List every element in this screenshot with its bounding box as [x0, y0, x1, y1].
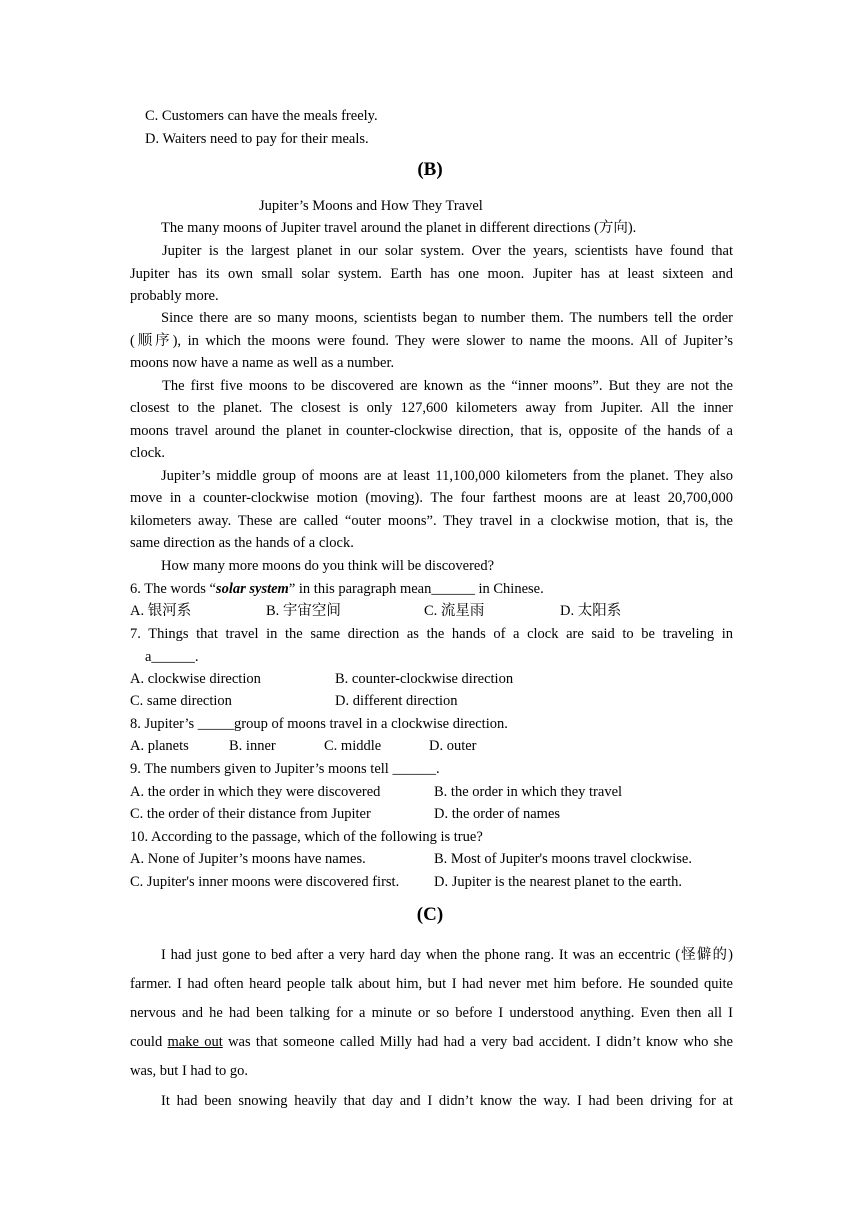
- paragraph-line: kilometers away. These are called “outer moons”. They travel in a clockwise motion, that is, the: [130, 513, 733, 529]
- q10-option-a: A. None of Jupiter’s moons have names.: [130, 851, 366, 867]
- line-text: was that someone called Milly had had a very bad accident. I didn’t know who she: [222, 1034, 733, 1050]
- q9-option-c: C. the order of their distance from Jupiter: [130, 806, 371, 822]
- question-8-stem: 8. Jupiter’s _____group of moons travel in a clockwise direction.: [130, 716, 508, 732]
- question-10-stem: 10. According to the passage, which of the following is true?: [130, 829, 483, 845]
- q9-option-a: A. the order in which they were discovered: [130, 784, 381, 800]
- q7-option-a: A. clockwise direction: [130, 671, 261, 687]
- q6-option-d: D. 太阳系: [560, 603, 622, 619]
- paragraph-line: closest to the planet. The closest is only 127,600 kilometers away from Jupiter. All the inner: [130, 400, 733, 416]
- paragraph-line: was, but I had to go.: [130, 1063, 248, 1079]
- q9-option-d: D. the order of names: [434, 806, 561, 822]
- q7-option-d: D. different direction: [335, 693, 458, 709]
- passage-subtitle: The many moons of Jupiter travel around the planet in different directions (方向).: [161, 220, 637, 236]
- paragraph-line: moons travel around the planet in counter-clockwise direction, that is, opposite of the hands of a: [130, 423, 733, 439]
- q6-option-a: A. 银河系: [130, 603, 192, 619]
- passage-title: Jupiter’s Moons and How They Travel: [259, 198, 483, 214]
- q10-option-d: D. Jupiter is the nearest planet to the earth.: [434, 874, 683, 890]
- paragraph-line: The first five moons to be discovered are known as the “inner moons”. But they are not the: [162, 378, 733, 394]
- paragraph-line: Jupiter is the largest planet in our solar system. Over the years, scientists have found that: [162, 243, 733, 259]
- paragraph-line: It had been snowing heavily that day and I didn’t know the way. I had been driving for at: [161, 1093, 733, 1109]
- paragraph-line: farmer. I had often heard people talk about him, but I had never met him before. He sounded quite: [130, 976, 733, 992]
- q8-option-b: B. inner: [229, 738, 276, 754]
- paragraph-line: move in a counter-clockwise motion (moving). The four farthest moons are at least 20,700,000: [130, 490, 733, 506]
- paragraph-line: clock.: [130, 445, 166, 461]
- q6-stem-emphasis: solar system: [215, 581, 289, 597]
- paragraph-line: (顺序), in which the moons were found. They were slower to name the moons. All of Jupiter’s: [130, 333, 733, 349]
- q6-stem-post: ” in this paragraph mean______ in Chinese.: [288, 581, 544, 597]
- q6-option-b: B. 宇宙空间: [266, 603, 341, 619]
- q10-option-b: B. Most of Jupiter's moons travel clockwise.: [434, 851, 692, 867]
- q6-option-c: C. 流星雨: [424, 603, 485, 619]
- section-b-heading: (B): [417, 159, 443, 180]
- question-7-stem-cont: a______.: [145, 649, 199, 665]
- question-9-stem: 9. The numbers given to Jupiter’s moons tell ______.: [130, 761, 440, 777]
- q7-option-c: C. same direction: [130, 693, 232, 709]
- q6-stem-pre: 6. The words “: [130, 581, 216, 597]
- q10-option-c: C. Jupiter's inner moons were discovered first.: [130, 874, 400, 890]
- paragraph-line: Jupiter has its own small solar system. Earth has one moon. Jupiter has at least sixteen and: [130, 266, 733, 282]
- paragraph-line: Since there are so many moons, scientists began to number them. The numbers tell the order: [161, 310, 733, 326]
- option-d-prev: D. Waiters need to pay for their meals.: [145, 131, 369, 147]
- option-c-prev: C. Customers can have the meals freely.: [145, 108, 378, 124]
- paragraph-line: same direction as the hands of a clock.: [130, 535, 354, 551]
- question-6-stem: [130, 580, 733, 598]
- paragraph-line: Jupiter’s middle group of moons are at least 11,100,000 kilometers from the planet. They also: [161, 468, 733, 484]
- underlined-phrase: make out: [167, 1034, 223, 1050]
- q9-option-b: B. the order in which they travel: [434, 784, 623, 800]
- line-text: could: [130, 1034, 168, 1050]
- paragraph-line: nervous and he had been talking for a minute or so before I understood anything. Even then all I: [130, 1005, 733, 1021]
- paragraph-line: probably more.: [130, 288, 219, 304]
- section-c-heading: (C): [416, 904, 444, 925]
- q8-option-a: A. planets: [130, 738, 189, 754]
- question-7-stem: 7. Things that travel in the same direction as the hands of a clock are said to be traveling in: [130, 626, 733, 642]
- q8-option-d: D. outer: [429, 738, 477, 754]
- paragraph-line: [130, 1033, 733, 1051]
- q7-option-b: B. counter-clockwise direction: [335, 671, 514, 687]
- q8-option-c: C. middle: [324, 738, 382, 754]
- paragraph-5: How many more moons do you think will be discovered?: [161, 558, 495, 574]
- paragraph-line: moons now have a name as well as a number.: [130, 355, 395, 371]
- paragraph-line: I had just gone to bed after a very hard day when the phone rang. It was an eccentric (怪僻的): [161, 947, 733, 963]
